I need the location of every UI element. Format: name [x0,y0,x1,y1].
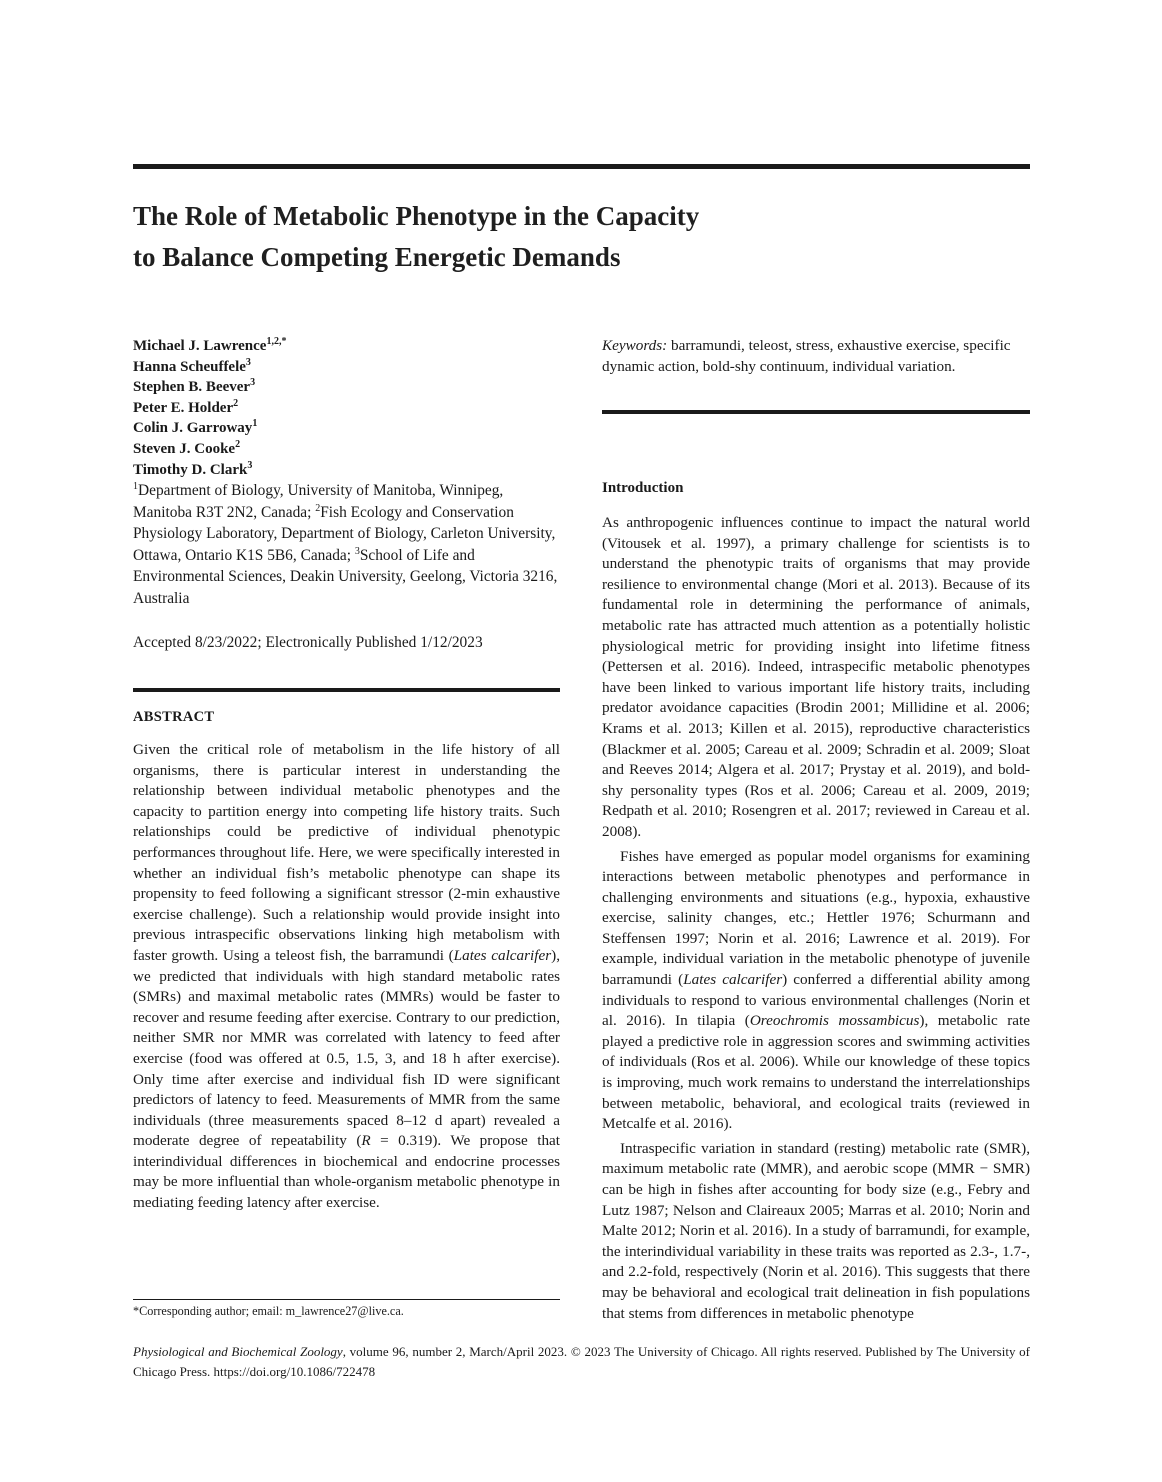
keywords-rule [602,410,1030,414]
author-sup: 1 [252,418,258,430]
author [133,377,560,398]
author-sup: 3 [245,356,251,368]
author-name: Timothy D. Clark [133,461,248,478]
affil-text: Department of Biology, University of Manitoba, Winnipeg, Manitoba R3T 2N2, Canada; [133,482,504,521]
affil-sup: 3 [354,545,360,557]
intro-paragraph: Intraspecific variation in standard (resting) metabolic rate (SMR), maximum metabolic rate (MMR), and aerobic scope (MMR − SMR) can be high in fishes after accounting for body size (e.g., Febry and Lutz 1987; Nelson and Claireaux 2005; Marras et al. 2010; Norin and Malte 2012; Norin et al. 2016). In a study of barramundi, for example, the interindividual variability in these traits was reported as 2.3-, 1.7-, and 2.2-fold, respectively (Norin et al. 2016). This suggests that there may be behavioral and ecological trait delineation in fish populations that stems from differences in metabolic phenotype [602,1139,1030,1322]
abstract-text: ), we predicted that individuals with high standard metabolic rates (SMRs) and maximal metabolic rates (MMRs) would be faster to recover and resume feeding after exercise. Contrary to our prediction, neither SMR nor MMR was correlated with latency to feed after exercise (food was offered at 0.5, 1.5, 3, and 18 h after exercise). Only time after exercise and individual fish ID were significant predictors of latency to feed. Measurements of MMR from the same individuals (three measurements spaced 8–12 d apart) revealed a moderate degree of repeatability ( [133,946,560,1150]
affil-sup: 2 [315,502,321,514]
intro-text: ) conferred a differential ability among individuals to respond to various environmental challenges (Norin et al. 2016). In tilapia ( [602,971,1030,1030]
affil-sup: 1 [133,481,138,493]
author [133,336,560,357]
intro-paragraph: As anthropogenic influences continue to impact the natural world (Vitousek et al. 1997), a primary challenge for scientists is to understand the phenotypic traits of organisms that may provide resilience to environmental change (Mori et al. 2013). Because of its fundamental role in determining the performance of animals, metabolic rate has attracted much attention as a potentially holistic physiological metric for providing insight into lifetime fitness (Pettersen et al. 2016). Indeed, intraspecific metabolic phenotypes have been linked to various important life history traits, including predator avoidance capacities (Brodin 2001; Millidine et al. 2006; Krams et al. 2013; Killen et al. 2015), reproductive characteristics (Blackmer et al. 2005; Careau et al. 2009; Schradin et al. 2009; Sloat and Reeves 2014; Algera et al. 2017; Prystay et al. 2019), and bold-shy personality types (Ros et al. 2006; Careau et al. 2009, 2019; Redpath et al. 2010; Rosengren et al. 2017; reviewed in Careau et al. 2008). [602,514,1030,840]
abstract-body [133,740,560,1214]
author-name: Michael J. Lawrence [133,338,267,354]
author [133,398,560,419]
r-symbol: R [361,1132,371,1150]
abstract-rule [133,688,560,692]
author-sup: 1,2,* [266,336,287,347]
abstract-text: = 0.319). We propose that interindividual differences in biochemical and endocrine processes may be more influential than whole-organism metabolic phenotype in mediating feeding latency after exercise. [133,1132,560,1212]
author-sup: 2 [235,438,241,450]
author-name: Hanna Scheuffele [133,358,246,375]
species-name: Lates calcarifer [453,946,552,964]
title-line-1: The Role of Metabolic Phenotype in the Capacity [133,201,700,231]
journal-footer [133,1342,1030,1382]
author [133,460,560,481]
footer-text: , volume 96, number 2, March/April 2023. © 2023 The University of Chicago. All rights reserved. Published by The University of Chicago Press. https://doi.org/10.1086/722478 [133,1344,1031,1379]
author-name: Stephen B. Beever [133,379,251,396]
abstract-text: Given the critical role of metabolism in the life history of all organisms, there is particular interest in understanding the relationship between individual metabolic phenotypes and the capacity to partition energy into competing life history traits. Such relationships could be predictive of individual phenotypic performances throughout life. Here, we were specifically interested in whether an individual fish’s metabolic phenotype can shape its propensity to feed following a significant stressor (2-min exhaustive exercise challenge). Such a relationship would provide insight into previous intraspecific observations linking high metabolism with faster growth. Using a teleost fish, the barramundi ( [133,741,560,964]
footnote-rule [133,1299,560,1300]
author [133,357,560,378]
affiliations [133,480,560,609]
journal-name: Physiological and Biochemical Zoology [133,1344,343,1359]
keywords [602,336,1030,377]
affil-text: Fish Ecology and Conservation Physiology Laboratory, Department of Biology, Carleton University, Ottawa, Ontario K1S 5B6, Canada; [133,503,556,564]
corresponding-author-footnote: *Corresponding author; email: m_lawrence27@live.ca. [133,1304,404,1318]
title-line-2: to Balance Competing Energetic Demands [133,242,621,272]
author-name: Peter E. Holder [133,399,234,416]
author-sup: 3 [250,377,256,389]
introduction-heading: Introduction [602,480,684,496]
intro-text: Fishes have emerged as popular model organisms for examining interactions between metabolic phenotypes and performance in challenging environments and situations (e.g., hypoxia, exhaustive exercise, salinity changes, etc.; Hettler 1976; Schurmann and Steffensen 1997; Norin et al. 2016; Lawrence et al. 2019). For example, individual variation in the metabolic phenotype of juvenile barramundi ( [602,847,1030,989]
author [133,418,560,439]
intro-text: ), metabolic rate played a predictive role in aggression scores and swimming activities of individuals (Ros et al. 2006). While our knowledge of these topics is improving, much work remains to understand the interrelationships between metabolic, behavioral, and ecological traits (reviewed in Metcalfe et al. 2016). [602,1012,1030,1133]
author-name: Colin J. Garroway [133,420,253,437]
author-sup: 3 [247,459,253,471]
publication-dates: Accepted 8/23/2022; Electronically Published 1/12/2023 [133,634,483,651]
abstract-heading: ABSTRACT [133,709,215,725]
author-name: Steven J. Cooke [133,440,236,457]
article-title [133,196,1030,278]
top-rule [133,164,1030,169]
species-name: Oreochromis mossambicus [749,1012,920,1030]
affil-text: School of Life and Environmental Sciences, Deakin University, Geelong, Victoria 3216, Australia [133,546,558,607]
intro-paragraph [602,847,1030,1135]
author-sup: 2 [233,397,239,409]
introduction-body [602,513,1030,1324]
keywords-text: barramundi, teleost, stress, exhaustive exercise, specific dynamic action, bold-shy continuum, individual variation. [602,337,1011,375]
author [133,439,560,460]
author-block [133,336,560,609]
keywords-label: Keywords: [602,337,668,354]
species-name: Lates calcarifer [683,971,783,989]
